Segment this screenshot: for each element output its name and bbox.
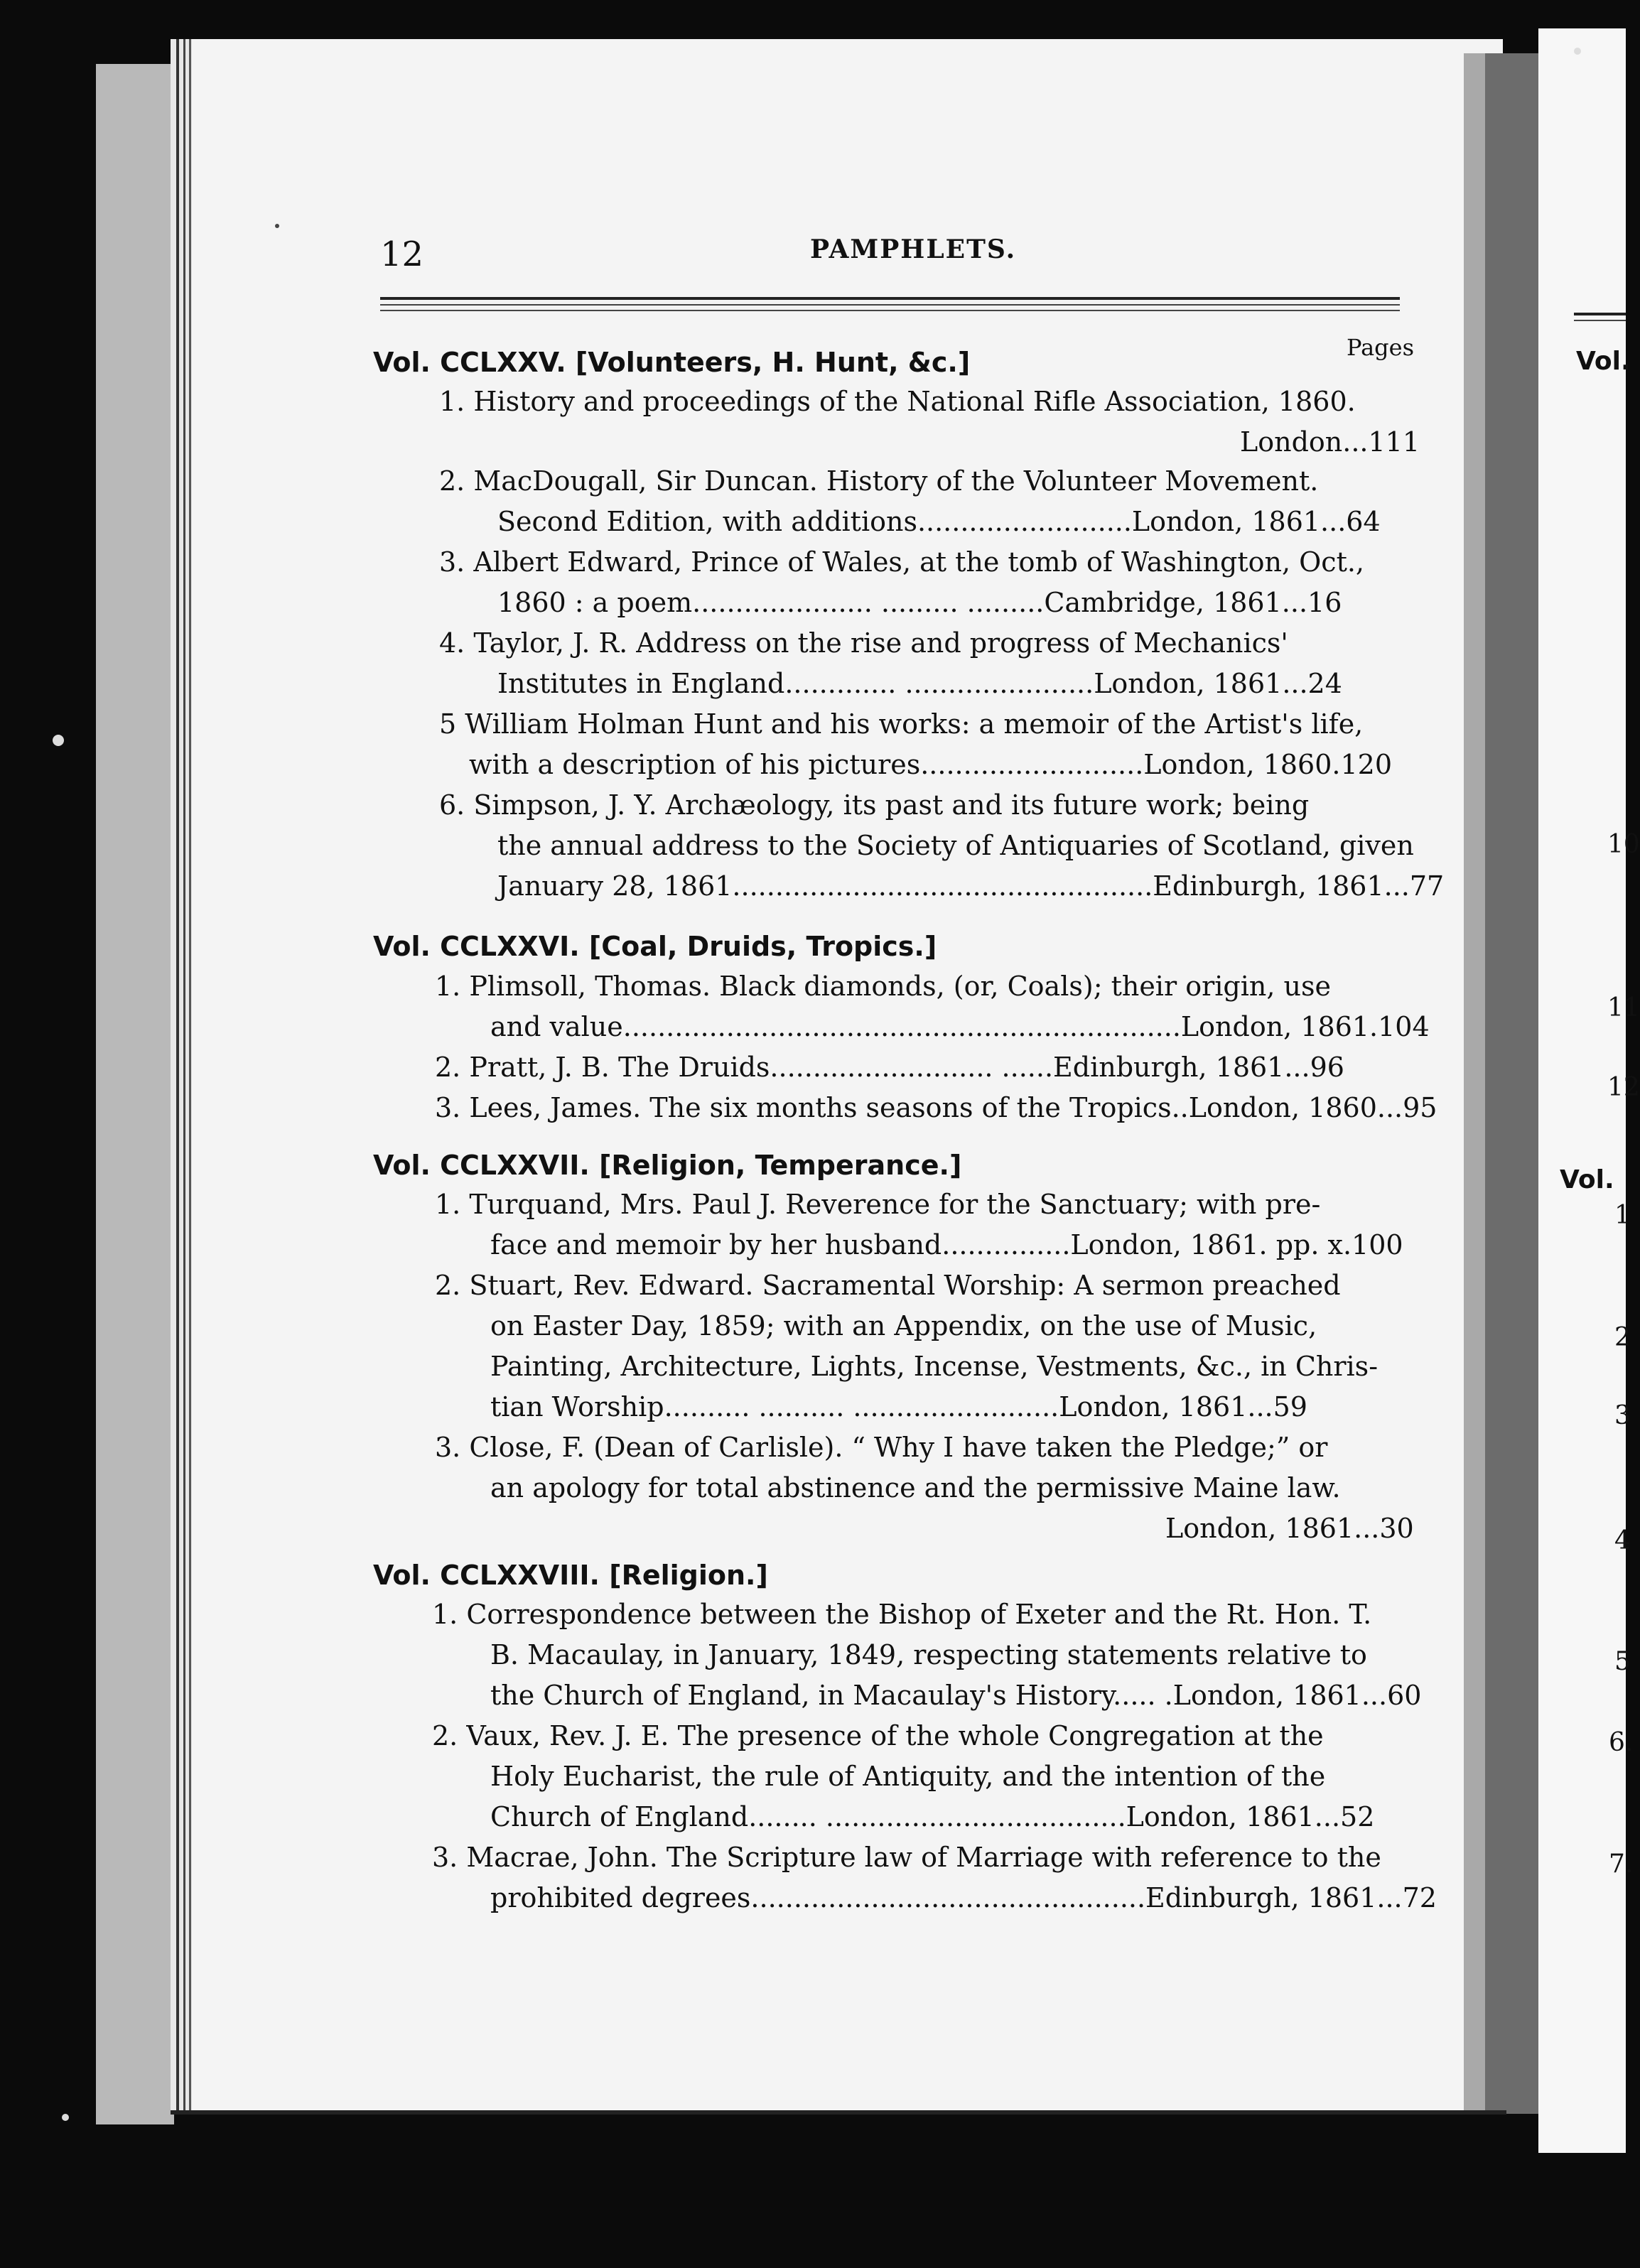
entry-line: 6. Simpson, J. Y. Archæology, its past and its future work; being [439,789,1310,821]
entry-line: the annual address to the Society of Antiquaries of Scotland, given [497,830,1414,861]
entry-line: January 28, 1861.................................................Edinburgh, 1861...77 [497,870,1445,902]
entry-line: 3. Macrae, John. The Scripture law of Marriage with reference to the [432,1842,1381,1873]
entry-line: 1860 : a poem..................... ......... .........Cambridge, 1861...16 [497,587,1342,618]
entry-line: 2. Stuart, Rev. Edward. Sacramental Worship: A sermon preached [435,1270,1341,1301]
facing-page-fragment: Vol. [1560,1165,1614,1194]
entry-line: 5 William Holman Hunt and his works: a memoir of the Artist's life, [439,708,1364,740]
entry-line: Church of England........ ...................................London, 1861...52 [490,1801,1375,1832]
entry-line: 3. Lees, James. The six months seasons of the Tropics..London, 1860...95 [435,1092,1437,1123]
running-title: PAMPHLETS. [810,234,1017,264]
facing-page-fragment: 5 [1614,1647,1631,1676]
entry-line: London...111 [1240,426,1420,458]
entry-line: and value.................................................................London, 1861.104 [490,1011,1430,1042]
volume-heading: Vol. CCLXXVII. [Religion, Temperance.] [373,1150,962,1181]
entry-line: 1. Turquand, Mrs. Paul J. Reverence for the Sanctuary; with pre- [435,1189,1321,1220]
entry-line: Painting, Architecture, Lights, Incense, Vestments, &c., in Chris- [490,1351,1379,1382]
entry-line: prohibited degrees..............................................Edinburgh, 1861...72 [490,1882,1437,1913]
facing-page-fragment: 7. [1609,1850,1634,1879]
facing-page-fragment: 2 [1614,1323,1631,1352]
facing-page-fragment: 11 [1607,993,1640,1022]
entry-line: 3. Albert Edward, Prince of Wales, at the tomb of Washington, Oct., [439,546,1365,578]
facing-page-fragment: Vol. [1576,347,1631,376]
entry-line: on Easter Day, 1859; with an Appendix, on the use of Music, [490,1310,1317,1341]
facing-page-fragment: 6. [1609,1728,1634,1757]
entry-line: 1. Correspondence between the Bishop of Exeter and the Rt. Hon. T. [432,1599,1372,1630]
entry-line: the Church of England, in Macaulay's History..... .London, 1861...60 [490,1680,1422,1711]
entry-line: Holy Eucharist, the rule of Antiquity, and the intention of the [490,1761,1326,1792]
entry-line: Second Edition, with additions.........................London, 1861...64 [497,506,1381,537]
entry-line: 4. Taylor, J. R. Address on the rise and progress of Mechanics' [439,627,1288,659]
entry-line: 2. MacDougall, Sir Duncan. History of the Volunteer Movement. [439,465,1319,497]
entry-line: Institutes in England............. ......................London, 1861...24 [497,668,1342,699]
facing-page-fragment: 12 [1607,1073,1640,1102]
entry-line: with a description of his pictures..........................London, 1860.120 [469,749,1393,780]
entry-line: tian Worship.......... .......... ........................London, 1861...59 [490,1391,1307,1422]
volume-heading: Vol. CCLXXV. [Volunteers, H. Hunt, &c.] [373,347,971,378]
entry-line: face and memoir by her husband...............London, 1861. pp. x.100 [490,1229,1403,1260]
entry-line: 1. Plimsoll, Thomas. Black diamonds, (or, Coals); their origin, use [435,971,1331,1002]
entry-line: 1. History and proceedings of the National Rifle Association, 1860. [439,386,1356,417]
facing-page-fragment: 1 [1614,1201,1631,1230]
facing-page-fragment: 10 [1607,830,1640,859]
entry-line: London, 1861...30 [1165,1513,1414,1544]
volume-heading: Vol. CCLXXVI. [Coal, Druids, Tropics.] [373,931,937,962]
pages-column-label: Pages [1347,334,1415,361]
volume-heading: Vol. CCLXXVIII. [Religion.] [373,1560,768,1591]
entry-line: 2. Pratt, J. B. The Druids.......................... ......Edinburgh, 1861...96 [435,1052,1344,1083]
entry-line: B. Macaulay, in January, 1849, respecting statements relative to [490,1639,1367,1670]
entry-line: an apology for total abstinence and the permissive Maine law. [490,1472,1341,1503]
entry-line: 2. Vaux, Rev. J. E. The presence of the whole Congregation at the [432,1720,1324,1751]
entry-line: 3. Close, F. (Dean of Carlisle). “ Why I have taken the Pledge;” or [435,1432,1328,1463]
facing-page-fragment: 3 [1614,1401,1631,1430]
page-number: 12 [380,234,424,274]
facing-page-fragment: 4 [1614,1526,1631,1555]
